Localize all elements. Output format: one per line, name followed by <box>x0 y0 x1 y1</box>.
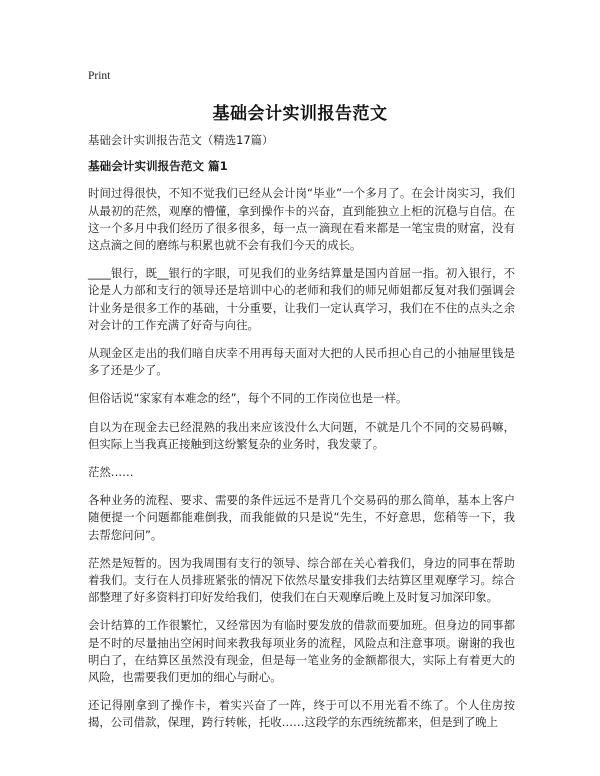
print-link[interactable]: Print <box>88 70 111 82</box>
section-heading: 基础会计实训报告范文 篇1 <box>88 159 228 174</box>
paragraph-10: 还记得刚拿到了操作卡，着实兴奋了一阵，终于可以不用光看不练了。个人住房按揭，公司借款，保理，跨行转帐，托收……这段学的东西统统都来，但是到了晚上 <box>88 698 515 730</box>
paragraph-1: 时间过得很快，不知不觉我们已经从会计岗“毕业”一个多月了。在会计岗实习，我们从最初的茫然，观摩的懵懂，拿到操作卡的兴奋，直到能独立上柜的沉稳与自信。在这一个多月中我们经历了很多很多，每一点一滴现在看来都是一笔宝贵的财富，没有这点滴之间的磨练与积累也就不会有我们今天的成长。 <box>88 186 515 253</box>
paragraph-7: 各种业务的流程、要求、需要的条件远远不是背几个交易码的那么简单，基本上客户随便提一个问题都能难倒我，而我能做的只是说“先生，不好意思，您稍等一下，我去帮您问问”。 <box>88 493 515 542</box>
page-title: 基础会计实训报告范文 <box>212 104 388 124</box>
paragraph-9: 会计结算的工作很繁忙，又经常因为有临时要发放的借款而要加班。但身边的同事都是不时的尽量抽出空闲时间来教我每项业务的流程，风险点和注意事项。谢谢的我也明白了，在结算区虽然没有现金，但是每一笔业务的金额都很大，实际上有着更大的风险，也需要我们更加的细心与耐心。 <box>88 618 515 685</box>
paragraph-3: 从现金区走出的我们暗自庆幸不用再每天面对大把的人民币担心自己的小抽屉里钱是多了还是少了。 <box>88 346 515 378</box>
article-body <box>88 132 515 743</box>
paragraph-5: 自以为在现金去已经混熟的我出来应该没什么大问题，不就是几个不同的交易码嘛，但实际上当我真正接触到这纷繁复杂的业务时，我发蒙了。 <box>88 419 515 451</box>
article-subtitle: 基础会计实训报告范文（精选17篇） <box>88 133 274 147</box>
paragraph-6: 茫然…… <box>88 465 134 480</box>
paragraph-4: 但俗话说“家家有本难念的经”，每个不同的工作岗位也是一样。 <box>88 391 408 406</box>
paragraph-2: ____银行，既__银行的字眼，可见我们的业务结算量是国内首屈一指。初入银行，不论是人力部和支行的领导还是培训中心的老师和我们的师兄师姐都反复对我们强调会计业务是很多工作的基础，十分重要，让我们一定认真学习，我们在不住的点头之余对会计的工作充满了好奇与向往。 <box>88 266 515 332</box>
paragraph-8: 茫然是短暂的。因为我周围有支行的领导、综合部在关心着我们，身边的同事在帮助着我们。支行在人员排班紧张的情况下依然尽量安排我们去结算区里观摩学习。综合部整理了好多资料打印好发给我们，使我们在白天观摩后晚上及时复习加深印象。 <box>88 555 515 605</box>
